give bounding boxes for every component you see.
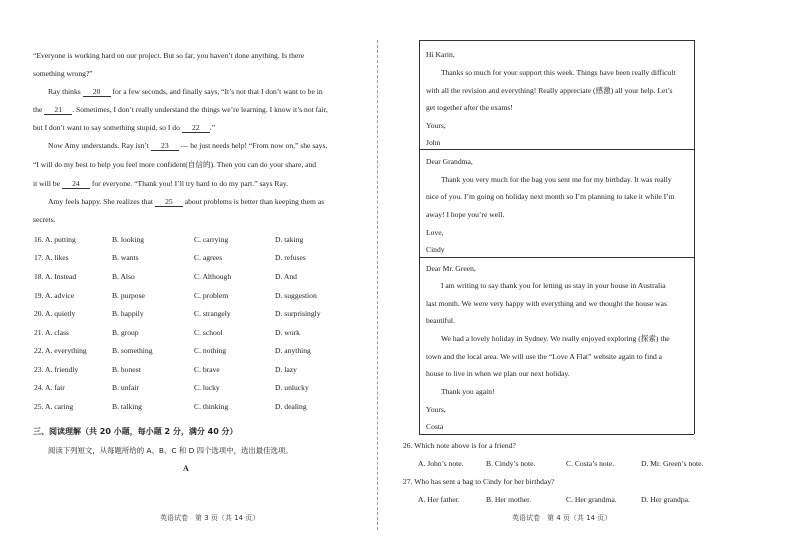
question-row (34, 291, 364, 300)
option-b[interactable]: B. honest (112, 365, 141, 374)
option-a[interactable]: 16. A. putting (34, 235, 76, 244)
note-greeting: Dear Grandma, (426, 157, 473, 166)
note-greeting: Hi Karin, (426, 50, 455, 59)
passage-line: but I don’t want to say something stupid, so I do 22 .” (33, 123, 216, 132)
passage-line: Now Amy understands. Ray isn’t 23 — he just needs help! “From now on,” she says, (48, 141, 328, 150)
section-title: 三、阅读理解（共 20 小题，每小题 2 分，满分 40 分） (33, 427, 238, 436)
section-instruction: 阅读下列短文，从每题所给的 A、B、C 和 D 四个选项中，选出最佳选项。 (48, 446, 293, 455)
question-row (34, 402, 364, 411)
question-row (34, 235, 364, 244)
question-row (34, 383, 364, 392)
option-a[interactable]: A. Her father. (418, 495, 460, 504)
option-a[interactable]: 18. A. Instead (34, 272, 77, 281)
question-row (34, 253, 364, 262)
option-c[interactable]: C. strangely (194, 309, 231, 318)
passage-line: Ray thinks 20 for a few seconds, and finally says, “It’s not that I don’t want to be in (48, 87, 323, 96)
option-c[interactable]: C. Although (194, 272, 232, 281)
page-divider (377, 40, 378, 530)
option-d[interactable]: D. suggestion (275, 291, 317, 300)
option-c[interactable]: C. brave (194, 365, 220, 374)
option-d[interactable]: D. surprisingly (275, 309, 321, 318)
blank-22: 22 (182, 124, 210, 133)
passage-line: secrets. (33, 215, 56, 224)
part-label: A (183, 464, 189, 473)
box-border-bottom (419, 434, 694, 435)
option-d[interactable]: D. work (275, 328, 300, 337)
note-line: Thank you again! (441, 387, 495, 396)
option-c[interactable]: C. nothing (194, 346, 227, 355)
note-line: Thanks so much for your support this week. Things have been really difficult (441, 68, 676, 77)
option-b[interactable]: B. unfair (112, 383, 139, 392)
option-d[interactable]: D. dealing (275, 402, 307, 411)
note-closing: Love, (426, 228, 444, 237)
passage-line: something wrong?” (33, 69, 93, 78)
note-signature: Cindy (426, 245, 445, 254)
option-d[interactable]: D. anything (275, 346, 311, 355)
option-a[interactable]: 23. A. friendly (34, 365, 79, 374)
option-d[interactable]: D. unlucky (275, 383, 309, 392)
note-signature: John (426, 138, 441, 147)
option-c[interactable]: C. Her grandma. (566, 495, 617, 504)
option-b[interactable]: B. looking (112, 235, 145, 244)
note-line: last month. We were very happy with everything and we thought the house was (426, 299, 667, 308)
blank-23: 23 (151, 142, 179, 151)
note-line: We had a lovely holiday in Sydney. We really enjoyed exploring (探索) the (441, 334, 670, 343)
question-row (34, 328, 364, 337)
question-row (34, 272, 364, 281)
note-signature: Costa (426, 422, 444, 431)
passage-line: Amy feels happy. She realizes that 25 about problems is better than keeping them as (48, 197, 325, 206)
option-b[interactable]: B. Cindy’s note. (486, 459, 536, 468)
note-line: house to live in when we plan our next holiday. (426, 369, 570, 378)
option-b[interactable]: B. something (112, 346, 153, 355)
option-a[interactable]: 20. A. quietly (34, 309, 76, 318)
option-a[interactable]: 17. A. likes (34, 253, 69, 262)
option-d[interactable]: D. Mr. Green’s note. (641, 459, 704, 468)
note-line: I am writing to say thank you for letting us stay in your house in Australia (441, 281, 666, 290)
question-row (34, 365, 364, 374)
note-greeting: Dear Mr. Green, (426, 264, 476, 273)
note-line: town and the local area. We will use the “Love A Flat” website again to find a (426, 352, 663, 361)
note-line: nice of you. I’m going on holiday next month so I’m planning to take it while I’m (426, 192, 675, 201)
option-a[interactable]: 21. A. class (34, 328, 70, 337)
passage-line: it will be 24 for everyone. “Thank you! I’ll try hard to do my part.” says Ray. (33, 179, 289, 188)
option-b[interactable]: B. happily (112, 309, 144, 318)
option-c[interactable]: C. carrying (194, 235, 229, 244)
page-footer: 英语试卷 第 3 页（共 14 页） (160, 514, 260, 522)
note-separator (419, 149, 694, 150)
option-b[interactable]: B. Also (112, 272, 135, 281)
blank-21: 21 (44, 106, 72, 115)
question-row (34, 309, 364, 318)
question-27-stem: 27. Who has sent a bag to Cindy for her birthday? (403, 477, 555, 486)
option-a[interactable]: A. John’s note. (418, 459, 464, 468)
option-b[interactable]: B. purpose (112, 291, 145, 300)
option-d[interactable]: D. refuses (275, 253, 306, 262)
question-26-stem: 26. Which note above is for a friend? (403, 441, 516, 450)
option-a[interactable]: 25. A. caring (34, 402, 74, 411)
note-closing: Yours, (426, 405, 446, 414)
blank-20: 20 (83, 88, 111, 97)
note-line: with all the revision and everything! Really appreciate (感激) all your help. Let’s (426, 86, 673, 95)
note-line: get together after the exams! (426, 103, 513, 112)
option-b[interactable]: B. Her mother. (486, 495, 532, 504)
page-footer: 英语试卷 第 4 页（共 14 页） (512, 514, 612, 522)
passage-line: “I will do my best to help you feel more confident(自信的). Then you can do your share, and (33, 160, 317, 169)
option-d[interactable]: D. taking (275, 235, 304, 244)
note-line: Thank you very much for the bag you sent me for my birthday. It was really (441, 175, 672, 184)
note-line: beautiful. (426, 316, 455, 325)
note-separator (419, 257, 694, 258)
option-a[interactable]: 19. A. advice (34, 291, 75, 300)
option-a[interactable]: 22. A. everything (34, 346, 87, 355)
option-d[interactable]: D. Her grandpa. (641, 495, 690, 504)
option-c[interactable]: C. thinking (194, 402, 229, 411)
question-row (34, 346, 364, 355)
option-c[interactable]: C. problem (194, 291, 229, 300)
option-c[interactable]: C. agrees (194, 253, 223, 262)
blank-25: 25 (155, 198, 183, 207)
note-closing: Yours, (426, 121, 446, 130)
option-c[interactable]: C. Costa’s note. (566, 459, 615, 468)
note-line: away! I hope you’re well. (426, 210, 505, 219)
option-b[interactable]: B. talking (112, 402, 142, 411)
blank-24: 24 (62, 180, 90, 189)
passage-line: the 21 . Sometimes, I don’t really understand the things we’re learning. I know it’s not fair, (33, 105, 328, 114)
option-a[interactable]: 24. A. fair (34, 383, 65, 392)
option-d[interactable]: D. lazy (275, 365, 297, 374)
option-c[interactable]: C. school (194, 328, 223, 337)
option-c[interactable]: C. lucky (194, 383, 220, 392)
option-b[interactable]: B. group (112, 328, 139, 337)
option-b[interactable]: B. wants (112, 253, 139, 262)
option-d[interactable]: D. And (275, 272, 297, 281)
passage-line: “Everyone is working hard on our project. But so far, you haven’t done anything. Is there (33, 51, 305, 60)
